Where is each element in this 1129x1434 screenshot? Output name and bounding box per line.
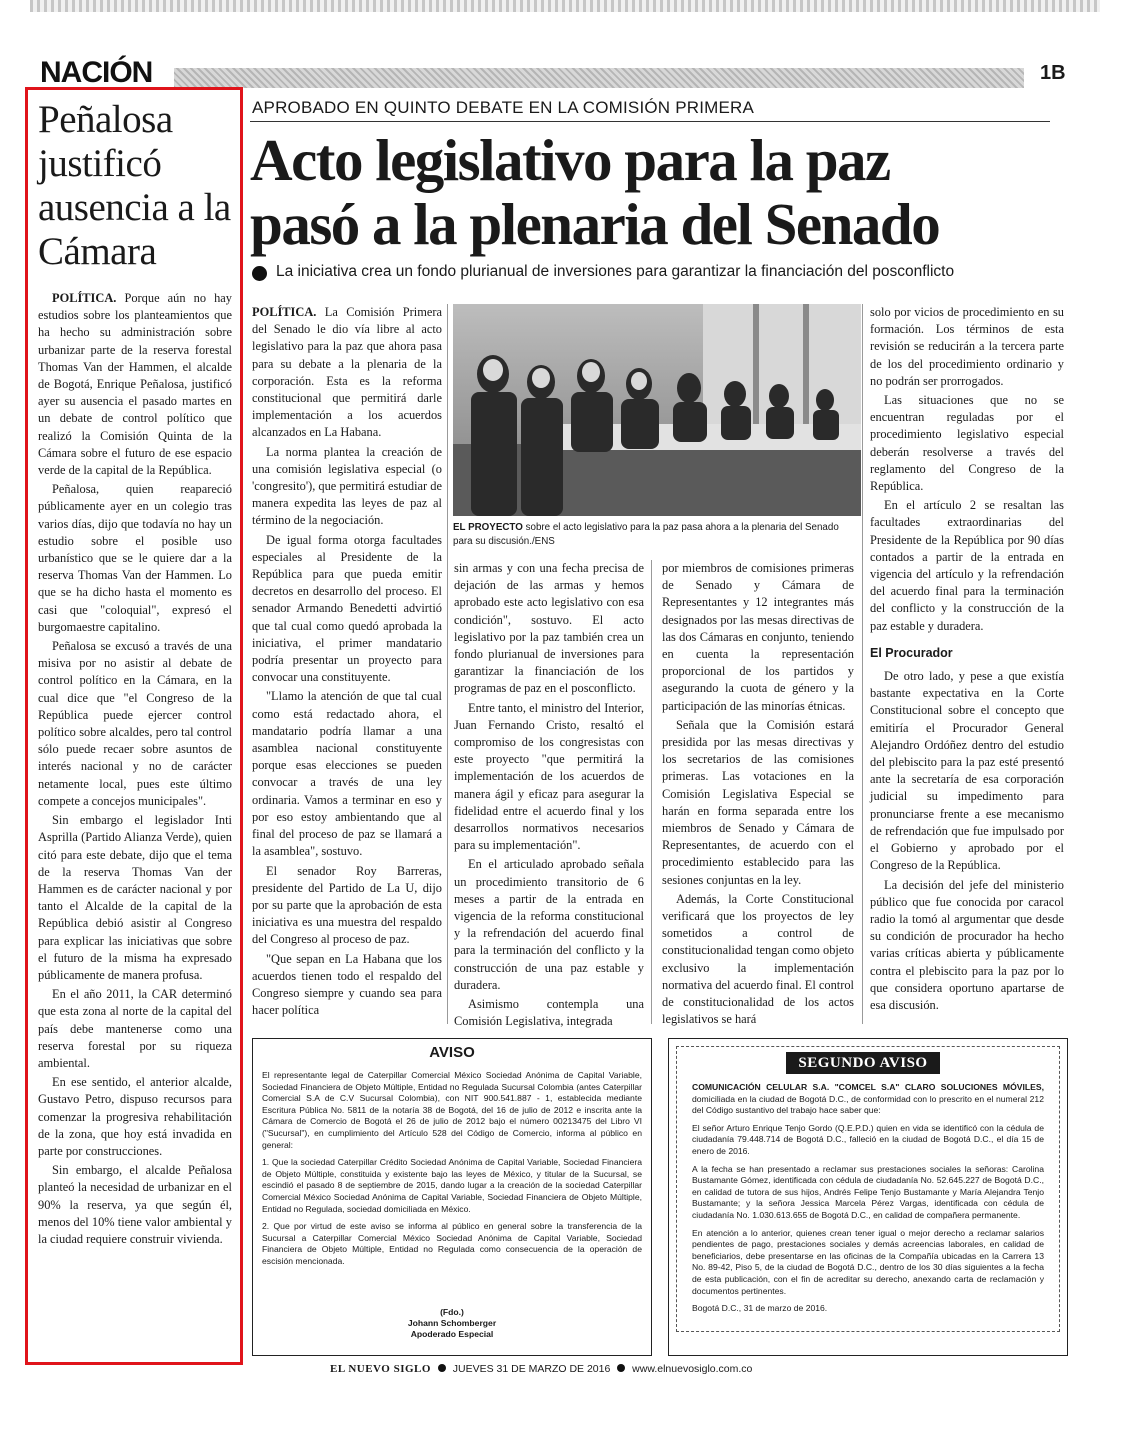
sidebar-paragraph: Peñalosa se excusó a través de una misiva por no asistir al debate de control político en la Cámara, en la cual dice que "el Congreso de la República puede ejercer control político sobre alcaldes, pero tal control sólo puede recaer sobre asuntos de interés nacional y no de carácter netamente local, pues este último compete a concejos municipales". bbox=[38, 639, 232, 808]
photo-caption-lead: EL PROYECTO bbox=[453, 522, 523, 533]
main-headline-line2: pasó a la plenaria del Senado bbox=[250, 191, 940, 257]
main-paragraph: En el artículo 2 se resaltan las facultades extraordinarias del Presidente de la República por 90 días contados a partir de la entrada en vigencia del artículo y la refrendación del acuerdo final para la terminación del conflicto y la construcción de la paz estable y duradera. bbox=[870, 498, 1064, 633]
aviso-paragraph: 1. Que la sociedad Caterpillar Crédito Sociedad Anónima de Capital Variable, Sociedad Financiera de Objeto Múltiple, constituida y existente bajo las leyes de México, y titular de la Sucursal, se escindió el pasado 8 de septiembre de 2015, dando lugar a la creación de la sociedad Caterpillar Comercial México Sociedad Anónima de Capital Variable, Sociedad Financiera de Objeto Múltiple, Entidad no Regulada, sociedad domiciliada en México. bbox=[262, 1157, 642, 1214]
section-header-band bbox=[174, 68, 1024, 88]
sidebar-lead-word: POLÍTICA. bbox=[52, 291, 117, 305]
main-paragraph: En el articulado aprobado señala un procedimiento transitorio de 6 meses a partir de la entrada en vigencia de la reforma constitucional y la refrendación del acuerdo final para la terminación del conflicto y la construcción de una paz estable y duradera. bbox=[454, 857, 644, 992]
main-headline-line1: Acto legislativo para la paz bbox=[250, 127, 890, 193]
main-column-2 bbox=[454, 560, 644, 1032]
kicker-rule bbox=[250, 121, 1050, 122]
aviso-sign-line: Apoderado Especial bbox=[410, 1329, 494, 1339]
footer-date: JUEVES 31 DE MARZO DE 2016 bbox=[452, 1363, 611, 1375]
sidebar-paragraph: Peñalosa, quien reapareció públicamente ayer en un colegio tras varios días, dijo que todavía no hay un estudio sobre el posible uso urbanístico que se le quiere dar a la reserva Thomas Van der Hammen. Lo que se ha dicho hasta el momento es casi que "coloquial", expresó el burgomaestre capitalino. bbox=[38, 482, 232, 634]
column-rule bbox=[651, 560, 652, 1024]
sidebar-headline-text: Peñalosa justificó ausencia a la Cámara bbox=[38, 98, 231, 273]
main-paragraph: La norma plantea la creación de una comisión legislativa especial (o 'congresito'), que permitirá estudiar de manera expedita las leyes de paz al término de la negociación. bbox=[252, 444, 442, 528]
main-paragraph: De otro lado, y pese a que existía bastante expectativa en la Corte Constitucional sobre el concepto que emitiría el Procurador General Alejandro Ordóñez dentro del estudio del plebiscito para la paz esté presentó ante la secretaría de esa corporación judicial su impedimento para pronunciarse frente a ese mecanismo de refrendación que fue impulsado por el Gobierno y aprobado por el Congreso de la República. bbox=[870, 669, 1064, 873]
main-paragraph: "Llamo la atención de que tal cual como está redactado ahora, el mandatario podría llamar a una asamblea nacional constituyente porque esas elecciones se pueden convocar a través de una ley ordinaria. Vamos a terminar en eso y por eso estoy ambientando que al final del proceso de paz se llamará a la asamblea", sostuvo. bbox=[252, 689, 442, 859]
main-paragraph: Además, la Corte Constitucional verificará que los proyectos de ley sometidos a control de constitucionalidad tengan como objeto exclusivo la implementación normativa del acuerdo final. El control de constitucionalidad de los actos legislativos se hará bbox=[662, 891, 854, 1027]
segundo-aviso-paragraph: A la fecha se han presentado a reclamar sus prestaciones sociales la señoras: Carolina Bustamante Gómez, identificada con cédula de ciudadanía No. 52.645.227 de Bogotá D.C., en calidad de tutora de sus hijos, Andrés Felipe Tenjo Bustamante y María Alejandra Tenjo Bustamante; y la señora Jessica Marcela Pérez Vargas, identificada con cédula de ciudadanía No. 1.030.613.655 de Bogotá D.C., en calidad de compañera permanente. bbox=[692, 1163, 1044, 1220]
subhead-procurador: El Procurador bbox=[870, 645, 953, 660]
sidebar-paragraph: En el año 2011, la CAR determinó que esta zona al norte de la capital del país debe mantenerse como una reserva forestal por su riqueza ambiental. bbox=[38, 987, 232, 1070]
aviso-title: AVISO bbox=[429, 1044, 475, 1061]
main-lead-word: POLÍTICA. bbox=[252, 305, 317, 319]
main-column-4 bbox=[870, 304, 1064, 1016]
main-kicker: APROBADO EN QUINTO DEBATE EN LA COMISIÓN PRIMERA bbox=[252, 98, 755, 117]
segundo-aviso-company: COMUNICACIÓN CELULAR S.A. "COMCEL S.A" CLARO SOLUCIONES MÓVILES, bbox=[692, 1082, 1044, 1092]
main-paragraph: Señala que la Comisión estará presidida por las mesas directivas y los secretarios de las comisiones primeras. Las votaciones en la Comisión Legislativa Especial se harán en forma separada entre los miembros de Senado y Cámara de Representantes, de acuerdo con el procedimiento establecido para las sesiones conjuntas en la ley. bbox=[662, 717, 854, 887]
main-paragraph: El senador Roy Barreras, presidente del Partido de La U, dijo por su parte que la aprobación de esta iniciativa es una muestra del respaldo del Congreso al proceso de paz. bbox=[252, 863, 442, 947]
sidebar-paragraph: Sin embargo el legislador Inti Asprilla (Partido Alianza Verde), quien citó para este debate, dijo que el tema de la reserva Thomas Van der Hammen es de carácter nacional y por tanto el Alcalde de la capital de la República debió asistir al Congreso para explicar las iniciativas que sobre el futuro de la misma ha expresado públicamente de manera profusa. bbox=[38, 813, 232, 982]
main-paragraph: por miembros de comisiones primeras de Senado y Cámara de Representantes y 12 integrantes más designados por las mesas directivas de las dos Cámaras en conjunto, teniendo en cuenta la representación proporcional de los partidos y asegurando la cuota de género y la participación de las minorías étnicas. bbox=[662, 561, 854, 713]
segundo-aviso-body bbox=[692, 1082, 1044, 1321]
column-rule bbox=[447, 304, 448, 1024]
main-deck: La iniciativa crea un fondo plurianual de inversiones para garantizar la financiación del posconflicto bbox=[276, 263, 955, 280]
segundo-aviso-paragraph: Bogotá D.C., 31 de marzo de 2016. bbox=[692, 1303, 828, 1314]
footer bbox=[330, 1363, 850, 1375]
main-column-3 bbox=[662, 560, 854, 1030]
deck-bullet-icon bbox=[252, 266, 267, 281]
main-paragraph: Entre tanto, el ministro del Interior, Juan Fernando Cristo, resaltó el compromiso de los congresistas con este proyecto "que permitirá la implementación de los acuerdos de manera ágil y eficaz para asegurar la fidelidad entre el acuerdo final y los desarrollos normativos necesarios para su implementación". bbox=[454, 700, 644, 853]
segundo-aviso-title: SEGUNDO AVISO bbox=[786, 1052, 940, 1074]
segundo-aviso-paragraph: En atención a lo anterior, quienes crean tener igual o mejor derecho a reclamar salarios pendientes de pago, prestaciones sociales y demás acreencias laborales, en calidad de beneficiarios, debe presentarse en las oficinas de la Compañía ubicadas en la Carrera 13 No. 89-42, Piso 5, de la ciudad de Bogotá D.C., dentro de los 30 días siguientes a la fecha de esta publicación, con el fin de acreditar su derecho, anexando carta de reclamación y documentos pertinentes. bbox=[692, 1227, 1044, 1296]
main-paragraph: solo por vicios de procedimiento en su formación. Los términos de esta revisión se reducirán a la tercera parte de los del procedimiento ordinario y no podrán ser prorrogados. bbox=[870, 305, 1064, 388]
footer-url: www.elnuevosiglo.com.co bbox=[632, 1363, 753, 1375]
main-paragraph: La decisión del jefe del ministerio público que fue conocida por caracol radio la tomó al argumentar que desde su condición de procurador ha hecho varias críticas abierta y públicamente contra el plebiscito para la paz por lo que considera oportuno apartarse de esa discusión. bbox=[870, 877, 1064, 1012]
segundo-aviso-paragraph: El señor Arturo Enrique Tenjo Gordo (Q.E.P.D.) quien en vida se identificó con la cédula de ciudadanía 79.448.714 de Bogotá D.C., falleció en la ciudad de Bogotá D.C., el día 15 de enero de 2016. bbox=[692, 1122, 1044, 1156]
footer-brand: EL NUEVO SIGLO bbox=[330, 1363, 431, 1375]
aviso-sign-line: Johann Schomberger bbox=[407, 1318, 497, 1328]
main-paragraph: "Que sepan en La Habana que los acuerdos tienen todo el respaldo del Congreso siempre y cuando sea para hacer política bbox=[252, 951, 442, 1018]
aviso-sign-line: (Fdo.) bbox=[440, 1307, 464, 1317]
top-cropped-strip bbox=[30, 0, 1100, 12]
main-paragraph: sin armas y con una fecha precisa de dejación de las armas y hemos aprobado este acto legislativo con esa condición", sostuvo. El acto legislativo por la paz también crea un fondo plurianual de inversiones para garantizar la financiación de los programas de paz en el posconflicto. bbox=[454, 561, 644, 696]
main-paragraph: De igual forma otorga facultades especiales al Presidente de la República para que pueda emitir decretos en desarrollo del proceso. El senador Armando Benedetti advirtió que tal cual como quedó aprobada la iniciativa, el primer mandatario podría presentar un proyecto para convocar una constituyente. bbox=[252, 532, 442, 685]
aviso-signature bbox=[252, 1307, 652, 1340]
footer-bullet-icon bbox=[438, 1364, 446, 1372]
sidebar-paragraph: Porque aún no hay estudios sobre los planteamientos que ha hecho su administración sobre urbanizar parte de la reserva forestal Thomas Van der Hammen, el alcalde de Bogotá, Enrique Peñalosa, justificó ayer su ausencia el pasado martes en un debate de control político que realizó la Comisión Quinta de la Cámara sobre el futuro de ese espacio verde de la capital de la República. bbox=[38, 291, 232, 478]
column-rule bbox=[862, 304, 863, 1024]
sidebar-paragraph: En ese sentido, el anterior alcalde, Gustavo Petro, dispuso recursos para comenzar la progresiva rehabilitación de la zona, que hoy está invadida en parte por construcciones. bbox=[38, 1075, 232, 1158]
sidebar-headline bbox=[38, 98, 234, 274]
photo-caption-text: sobre el acto legislativo para la paz pasa ahora a la plenaria del Senado para su discusión./ENS bbox=[453, 522, 839, 547]
sidebar-body bbox=[38, 290, 232, 1250]
section-label: NACIÓN bbox=[40, 56, 153, 89]
main-paragraph: Asimismo contempla una Comisión Legislativa, integrada bbox=[454, 997, 644, 1029]
photo-caption bbox=[453, 521, 861, 549]
page-number: 1B bbox=[1040, 62, 1066, 84]
main-column-1 bbox=[252, 304, 442, 1021]
footer-bullet-icon bbox=[617, 1364, 625, 1372]
article-photo bbox=[453, 304, 861, 516]
meeting-photo-illustration bbox=[453, 304, 861, 516]
sidebar-paragraph: Sin embargo, el alcalde Peñalosa planteó la necesidad de urbanizar en el 90% la reserva, ya que según él, menos del 10% tiene valor ambiental y la ciudad requiere construir vivienda. bbox=[38, 1163, 232, 1246]
main-paragraph: Las situaciones que no se encuentran reguladas por el procedimiento legislativo especial deberán resolverse a través del reglamento del Congreso de la República. bbox=[870, 393, 1064, 494]
segundo-aviso-intro: domiciliada en la ciudad de Bogotá D.C., de conformidad con lo prescrito en el numeral 212 del Código sustantivo del trabajo hace saber que: bbox=[692, 1093, 1044, 1116]
aviso-paragraph: 2. Que por virtud de este aviso se informa al público en general sobre la transferencia de la Sucursal a Caterpillar Comercial México Sociedad Anónima de Capital Variable, Sociedad Financiera de Objeto Múltiple, Entidad no Regulada como consecuencia de la operación de escisión mencionada. bbox=[262, 1221, 642, 1266]
aviso-body bbox=[262, 1070, 642, 1274]
aviso-paragraph: El representante legal de Caterpillar Comercial México Sociedad Anónima de Capital Variable, Sociedad Financiera de Objeto Múltiple, Entidad no Regulada Sucursal Colombia (antes Caterpillar Comercial S.A de C.V Sucursal Colombia), con NIT 900.541.887 - 1, establecida mediante Escritura Pública No. 5811 de la notaría 38 de Bogotá, del 16 de julio de 2012 e inscrita ante la Cámara de Comercio de Bogotá el 26 de julio de 2012 bajo el número 00213475 del Libro VI ("Sucursal"), en cumplimiento del Artículo 528 del Código de Comercio, informa al público en general: bbox=[262, 1070, 642, 1150]
main-paragraph: La Comisión Primera del Senado le dio vía libre al acto legislativo para la paz que ahora pasa para su debate a la plenaria de la corporación. Esta es la reforma constitucional que permitirá darle implementación a los acuerdos alcanzados en La Habana. bbox=[252, 305, 442, 440]
